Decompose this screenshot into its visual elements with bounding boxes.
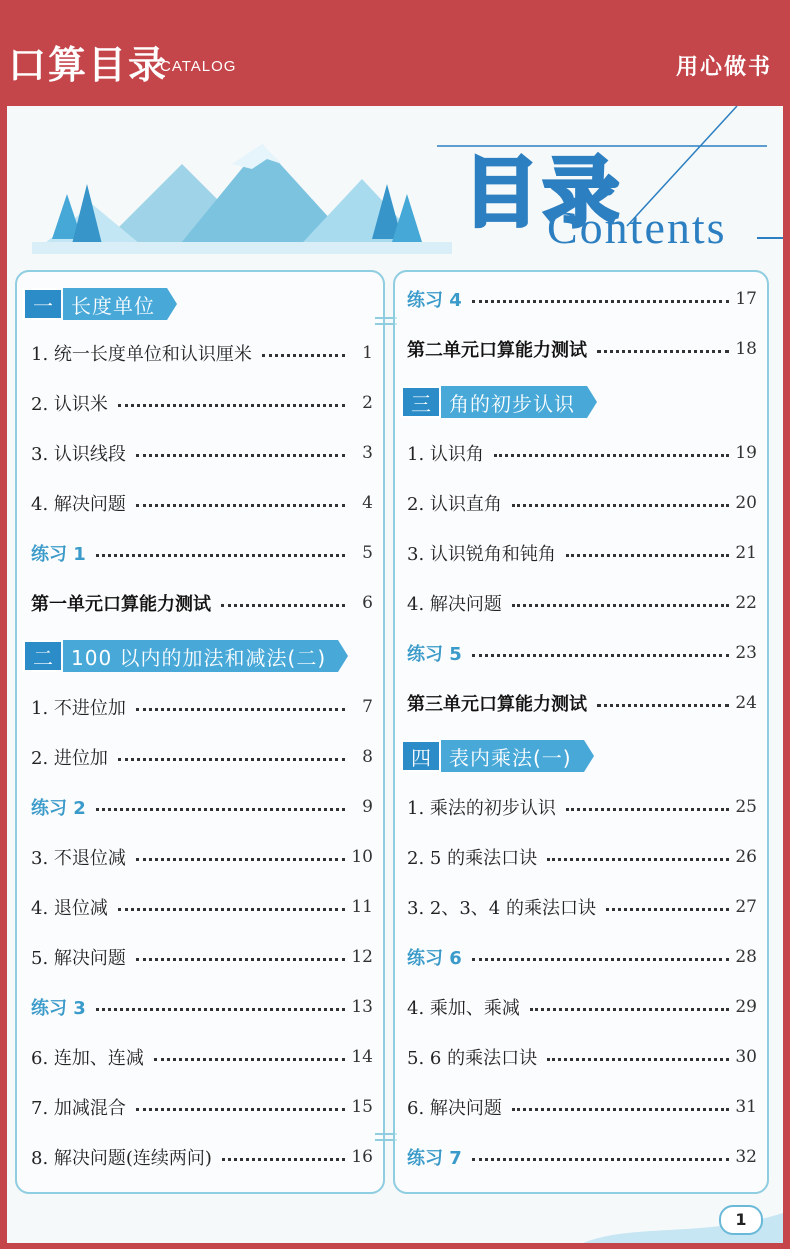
contents-title-cn: 目录 [463, 148, 623, 237]
leader-dots [530, 1008, 729, 1011]
leader-dots [136, 454, 345, 457]
leader-dots [96, 554, 345, 557]
toc-entry-label: 6. 连加、连减 [31, 1048, 144, 1069]
toc-entry-label: 练习 3 [31, 998, 86, 1019]
mountain-illustration [32, 124, 452, 254]
section-header-2[interactable] [23, 640, 348, 672]
toc-practice-entry[interactable] [31, 992, 373, 1022]
toc-entry-label: 3. 认识线段 [31, 444, 126, 465]
toc-entry[interactable] [31, 842, 373, 872]
leader-dots [118, 908, 345, 911]
toc-entry-label: 1. 不进位加 [31, 698, 126, 719]
leader-dots [136, 504, 345, 507]
toc-entry-page: 6 [362, 593, 373, 613]
toc-entry-page: 9 [362, 797, 373, 817]
toc-entry-label: 5. 解决问题 [31, 948, 126, 969]
toc-practice-entry[interactable] [407, 1142, 757, 1172]
toc-entry-page: 31 [735, 1097, 757, 1117]
section-number: 一 [23, 288, 63, 320]
toc-practice-entry[interactable] [407, 638, 757, 668]
section-arrow-icon [167, 288, 177, 320]
leader-dots [136, 708, 345, 711]
toc-entry-label: 第一单元口算能力测试 [31, 594, 211, 615]
leader-dots [472, 654, 729, 657]
leader-dots [136, 1108, 345, 1111]
toc-entry-label: 1. 统一长度单位和认识厘米 [31, 344, 252, 365]
toc-entry[interactable] [31, 488, 373, 518]
toc-entry[interactable] [407, 488, 757, 518]
toc-right-column [393, 270, 769, 1194]
leader-dots [472, 1158, 729, 1161]
toc-entry-page: 19 [735, 443, 757, 463]
toc-entry-label: 4. 解决问题 [407, 594, 502, 615]
toc-entry-label: 1. 认识角 [407, 444, 484, 465]
leader-dots [136, 958, 345, 961]
leader-dots [566, 554, 729, 557]
toc-entry[interactable] [407, 588, 757, 618]
toc-entry[interactable] [31, 438, 373, 468]
section-arrow-icon [587, 386, 597, 418]
toc-entry[interactable] [407, 992, 757, 1022]
toc-entry-label: 1. 乘法的初步认识 [407, 798, 556, 819]
toc-entry-page: 24 [735, 693, 757, 713]
leader-dots [512, 504, 729, 507]
leader-dots [566, 808, 729, 811]
toc-entry[interactable] [31, 742, 373, 772]
toc-entry[interactable] [407, 1042, 757, 1072]
toc-entry-page: 1 [362, 343, 373, 363]
toc-entry-page: 28 [735, 947, 757, 967]
toc-entry[interactable] [31, 1042, 373, 1072]
banner-catalog: CATALOG [160, 58, 237, 75]
toc-entry-label: 3. 不退位减 [31, 848, 126, 869]
toc-entry-page: 18 [735, 339, 757, 359]
toc-entry-label: 2. 5 的乘法口诀 [407, 848, 538, 869]
toc-entry-label: 练习 1 [31, 544, 86, 565]
toc-entry[interactable] [31, 942, 373, 972]
leader-dots [494, 454, 729, 457]
leader-dots [606, 908, 729, 911]
toc-entry-page: 4 [362, 493, 373, 513]
toc-entry-label: 第三单元口算能力测试 [407, 694, 587, 715]
toc-entry[interactable] [31, 388, 373, 418]
toc-entry-label: 4. 乘加、乘减 [407, 998, 520, 1019]
leader-dots [472, 958, 729, 961]
toc-entry-label: 第二单元口算能力测试 [407, 340, 587, 361]
toc-entry[interactable] [31, 1092, 373, 1122]
toc-entry-label: 7. 加减混合 [31, 1098, 126, 1119]
section-header-4[interactable] [401, 740, 594, 772]
toc-entry-page: 22 [735, 593, 757, 613]
toc-entry-label: 2. 进位加 [31, 748, 108, 769]
toc-test-entry[interactable] [31, 588, 373, 618]
toc-entry-label: 3. 认识锐角和钝角 [407, 544, 556, 565]
toc-entry-label: 5. 6 的乘法口诀 [407, 1048, 538, 1069]
leader-dots [222, 1158, 345, 1161]
leader-dots [96, 1008, 345, 1011]
toc-entry[interactable] [407, 792, 757, 822]
contents-title-en: Contents [547, 202, 727, 253]
leader-dots [118, 404, 345, 407]
toc-entry-page: 14 [351, 1047, 373, 1067]
toc-entry[interactable] [31, 692, 373, 722]
toc-entry-label: 6. 解决问题 [407, 1098, 502, 1119]
toc-entry-page: 5 [362, 543, 373, 563]
toc-entry-page: 12 [351, 947, 373, 967]
leader-dots [597, 350, 729, 353]
toc-entry-page: 2 [362, 393, 373, 413]
section-arrow-icon [584, 740, 594, 772]
toc-entry-label: 练习 7 [407, 1148, 462, 1169]
toc-entry-page: 27 [735, 897, 757, 917]
toc-entry-page: 15 [351, 1097, 373, 1117]
toc-entry-page: 7 [362, 697, 373, 717]
banner-title: 口算目录 [8, 43, 169, 87]
toc-entry[interactable] [407, 1092, 757, 1122]
leader-dots [512, 1108, 729, 1111]
section-title: 角的初步认识 [441, 386, 587, 418]
page-number: 1 [719, 1205, 763, 1235]
toc-entry-page: 8 [362, 747, 373, 767]
toc-entry-label: 4. 退位减 [31, 898, 108, 919]
toc-entry-label: 2. 认识直角 [407, 494, 502, 515]
leader-dots [154, 1058, 345, 1061]
toc-entry-label: 练习 5 [407, 644, 462, 665]
leader-dots [96, 808, 345, 811]
toc-entry-page: 23 [735, 643, 757, 663]
toc-entry-label: 2. 认识米 [31, 394, 108, 415]
toc-entry-page: 10 [351, 847, 373, 867]
leader-dots [221, 604, 345, 607]
book-page [7, 106, 783, 1243]
toc-entry-page: 21 [735, 543, 757, 563]
toc-left-column [15, 270, 385, 1194]
toc-test-entry[interactable] [407, 688, 757, 718]
toc-entry[interactable] [31, 1142, 373, 1172]
section-number: 二 [23, 640, 63, 672]
toc-entry[interactable] [31, 892, 373, 922]
toc-entry[interactable] [31, 338, 373, 368]
section-header-3[interactable] [401, 386, 597, 418]
toc-practice-entry[interactable] [31, 792, 373, 822]
toc-entry-page: 13 [351, 997, 373, 1017]
top-banner [0, 0, 790, 106]
toc-entry-page: 30 [735, 1047, 757, 1067]
toc-entry-label: 4. 解决问题 [31, 494, 126, 515]
toc-entry-page: 29 [735, 997, 757, 1017]
section-title: 长度单位 [63, 288, 167, 320]
toc-test-entry[interactable] [407, 334, 757, 364]
toc-entry[interactable] [407, 892, 757, 922]
toc-entry-label: 练习 2 [31, 798, 86, 819]
leader-dots [262, 354, 345, 357]
leader-dots [136, 858, 345, 861]
section-number: 三 [401, 386, 441, 418]
toc-entry-label: 8. 解决问题(连续两问) [31, 1148, 212, 1169]
toc-entry[interactable] [407, 438, 757, 468]
toc-entry-label: 练习 4 [407, 290, 462, 311]
section-title: 表内乘法(一) [441, 740, 584, 772]
toc-entry-page: 17 [735, 289, 757, 309]
toc-entry-page: 3 [362, 443, 373, 463]
banner-slogan: 用心做书 [675, 55, 772, 80]
leader-dots [547, 1058, 729, 1061]
toc-entry-page: 26 [735, 847, 757, 867]
toc-practice-entry[interactable] [31, 538, 373, 568]
section-title: 100 以内的加法和减法(二) [63, 640, 338, 672]
section-header-1[interactable] [23, 288, 177, 320]
toc-practice-entry[interactable] [407, 284, 757, 314]
toc-entry-label: 3. 2、3、4 的乘法口诀 [407, 898, 596, 919]
leader-dots [512, 604, 729, 607]
toc-entry-page: 20 [735, 493, 757, 513]
leader-dots [547, 858, 729, 861]
toc-entry-page: 32 [735, 1147, 757, 1167]
toc-entry-label: 练习 6 [407, 948, 462, 969]
toc-entry[interactable] [407, 842, 757, 872]
section-number: 四 [401, 740, 441, 772]
toc-entry-page: 16 [351, 1147, 373, 1167]
toc-practice-entry[interactable] [407, 942, 757, 972]
toc-entry-page: 11 [351, 897, 373, 917]
leader-dots [597, 704, 729, 707]
leader-dots [472, 300, 729, 303]
toc-entry[interactable] [407, 538, 757, 568]
leader-dots [118, 758, 345, 761]
toc-entry-page: 25 [735, 797, 757, 817]
section-arrow-icon [338, 640, 348, 672]
